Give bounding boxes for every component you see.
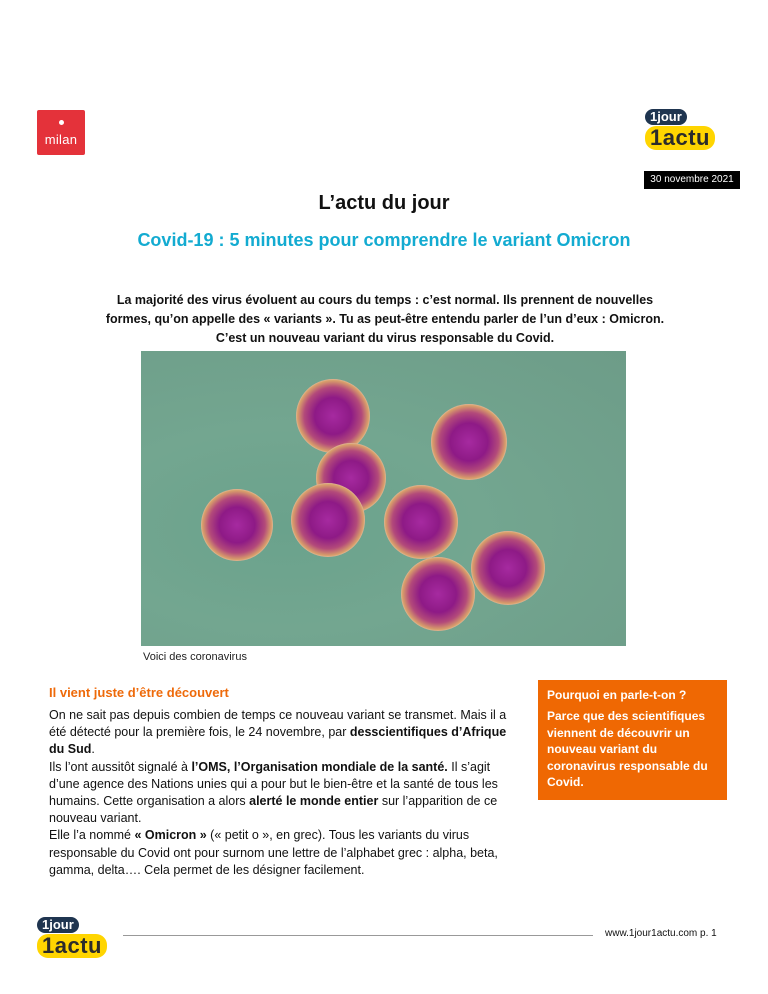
paragraph-1: On ne sait pas depuis combien de temps ce nouveau variant se transmet. Mais il a été détecté pour la première fois, le 24 novembre, par desscientifiques d’Afrique du Sud. <box>49 708 507 757</box>
milan-logo <box>37 110 85 155</box>
article-body <box>49 707 519 879</box>
virus-particle <box>296 379 370 453</box>
emphasis: l’OMS, l’Organisation mondiale de la santé. <box>191 759 448 774</box>
page-title: L’actu du jour <box>318 192 450 214</box>
virus-particle <box>401 557 475 631</box>
virus-particle <box>291 483 365 557</box>
article-title: Covid-19 : 5 minutes pour comprendre le variant Omicron <box>137 230 631 250</box>
logo-1actu: 1actu <box>37 934 107 958</box>
why-box <box>538 680 727 800</box>
1jour1actu-footer-logo <box>37 917 127 961</box>
why-box-question: Pourquoi en parle-t-on ? <box>547 688 687 702</box>
logo-1actu: 1actu <box>645 126 715 150</box>
paragraph-2: Ils l’ont aussitôt signalé à l’OMS, l’Organisation mondiale de la santé. Il s’agit d’une agence des Nations unies qui a pour but le bien-être et la santé de tous les humains. Cette organisation a alors alerté le monde entier sur l’apparition de ce nouveau variant. <box>49 759 498 826</box>
milan-logo-dot <box>59 120 64 125</box>
image-caption: Voici des coronavirus <box>143 651 247 663</box>
date-badge: 30 novembre 2021 <box>644 171 740 189</box>
emphasis: alerté le monde entier <box>249 794 379 809</box>
footer-url-page: www.1jour1actu.com p. 1 <box>605 928 717 939</box>
logo-1jour: 1jour <box>37 917 79 933</box>
coronavirus-image <box>141 351 626 646</box>
virus-particle <box>201 489 273 561</box>
article-lead: La majorité des virus évoluent au cours du temps : c’est normal. Ils prennent de nouvelles formes, qu’on appelle des « variants ». Tu as peut-être entendu parler de l’un d’eux : Omicron. C’est un nouveau variant du virus responsable du Covid. <box>105 293 665 345</box>
section-title: Il vient juste d’être découvert <box>49 685 229 700</box>
footer-divider <box>123 935 593 936</box>
virus-particle <box>431 404 507 480</box>
virus-particle <box>384 485 458 559</box>
1jour1actu-logo <box>645 109 735 153</box>
virus-particle <box>471 531 545 605</box>
logo-1jour: 1jour <box>645 109 687 125</box>
paragraph-3: Elle l’a nommé « Omicron » (« petit o », en grec). Tous les variants du virus responsable du Covid ont pour surnom une lettre de l’alphabet grec : alpha, beta, gamma, delta…. Cela permet de les désigner facilement. <box>49 828 498 877</box>
emphasis: « Omicron » <box>134 828 207 843</box>
emphasis: desscientifiques d’Afrique du Sud <box>49 725 507 757</box>
why-box-answer: Parce que des scientifiques viennent de découvrir un nouveau variant du coronavirus responsable du Covid. <box>547 709 708 789</box>
milan-logo-text: milan <box>44 132 78 147</box>
